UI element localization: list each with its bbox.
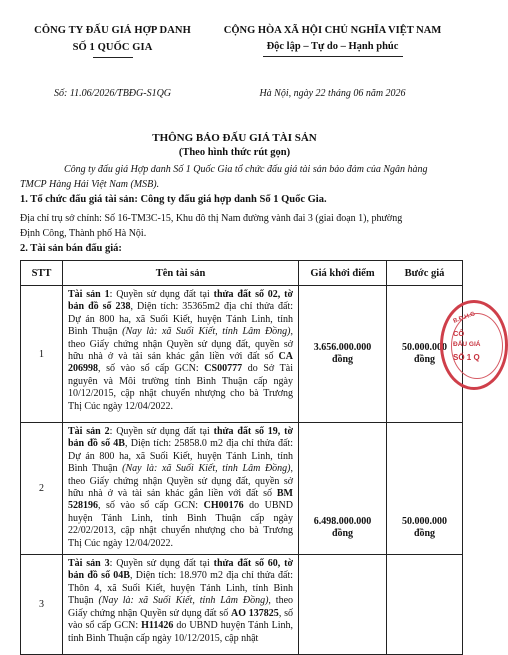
address-line-2: Định Công, Thành phố Hà Nội.	[20, 228, 147, 239]
new-address: (Nay là: xã Suối Kiết, tỉnh Lâm Đồng)	[98, 595, 269, 607]
seal-text-line2: CÔ	[453, 329, 465, 338]
row-stt: 3	[21, 555, 63, 655]
certificate-number: AO 137825	[231, 607, 279, 619]
company-seal	[440, 300, 508, 390]
table-row	[21, 286, 463, 423]
nation-title: CỘNG HÒA XÃ HỘI CHỦ NGHĨA VIỆT NAM	[223, 25, 442, 36]
parcel-number: thửa đất số 60, tờ bản đồ số 04B	[68, 558, 294, 582]
address-paragraph	[20, 211, 460, 241]
organization-name-line1: CÔNG TY ĐẤU GIÁ HỢP DANH	[34, 25, 191, 36]
asset-text: : Quyền sử dụng đất tại	[109, 289, 214, 300]
seal-text-line4: SỐ 1 Q	[453, 353, 480, 362]
national-header	[200, 22, 465, 57]
parcel-number: thửa đất số 19, tờ bản đồ số 4B	[68, 426, 294, 450]
intro-paragraph	[20, 162, 456, 192]
address-line-1: Địa chỉ trụ sở chính: Số 16-TM3C-15, Khu đô thị Nam đường vành đai 3 (giai đoạn 1), phường	[20, 213, 403, 224]
row-stt: 2	[21, 423, 63, 555]
document-title: THÔNG BÁO ĐẤU GIÁ TÀI SẢN	[152, 132, 317, 144]
new-address: (Nay là: xã Suối Kiết, tỉnh Lâm Đồng)	[122, 463, 291, 475]
intro-line-1: Công ty đấu giá Hợp danh Số 1 Quốc Gia tổ chức đấu giá tài sản bảo đảm của Ngân hàng	[64, 164, 428, 175]
table-row	[21, 555, 463, 655]
new-address: (Nay là: xã Suối Kiết, tỉnh Lâm Đồng)	[122, 326, 291, 338]
certificate-number: BM 528196	[68, 488, 293, 512]
start-price	[299, 423, 387, 555]
asset-description	[63, 423, 299, 555]
asset-text: , theo Giấy chứng nhận Quyền sử dụng đất số	[68, 595, 294, 619]
column-header-asset-name: Tên tài sản	[63, 261, 299, 286]
asset-text: : Quyền sử dụng đất tại	[109, 426, 214, 437]
asset-label: Tài sản 1	[68, 289, 110, 300]
book-number: CH00176	[203, 500, 244, 512]
start-price	[299, 286, 387, 423]
table-row	[21, 423, 463, 555]
section-2-heading: 2. Tài sản bán đấu giá:	[20, 243, 122, 254]
row-stt: 1	[21, 286, 63, 423]
header-divider-right	[263, 56, 403, 57]
organization-header	[20, 22, 205, 58]
price-step	[387, 423, 463, 555]
asset-text: , Diện tích: 35365m2 địa chỉ thửa đất: Dự án 800 ha, xã Suối Kiết, huyện Tánh Linh, tỉnh Bình Thuận	[68, 301, 294, 338]
asset-text: , Diện tích: 25858.0 m2 địa chỉ thửa đất: Dự án 800 ha, xã Suối Kiết, huyện Tánh Linh, tỉnh Bình Thuận	[68, 438, 293, 475]
asset-text: do UBND huyện Tánh Linh, tỉnh Bình Thuận cấp ngày 10/12/2015, cập nhật	[68, 620, 293, 644]
start-price	[299, 555, 387, 655]
organization-name-line2: SỐ 1 QUỐC GIA	[72, 42, 153, 53]
seal-text-top: B.Đ.H.G	[452, 311, 477, 325]
parcel-number: thửa đất số 02, tờ bản đồ số 238	[68, 289, 294, 313]
start-price-value: 6.498.000.000	[313, 516, 372, 528]
price-step-value: 50.000.000	[402, 342, 447, 353]
book-number: H11426	[141, 620, 174, 632]
asset-label: Tài sản 2	[68, 426, 110, 437]
asset-text: : Quyền sử dụng đất tại	[109, 558, 214, 570]
document-date: Hà Nội, ngày 22 tháng 06 năm 2026	[259, 88, 406, 99]
asset-text: , theo Giấy chứng nhận Quyền sử dụng đất, quyền sở hữu nhà ở và tài sản khác gắn liền với đất số	[68, 326, 293, 363]
asset-description	[63, 286, 299, 423]
asset-text: , Diện tích: 18.970 m2 địa chỉ thửa đất: Thôn 4, xã Suối Kiết, huyện Tánh Linh, tỉnh Bình Thuận	[68, 570, 293, 607]
column-header-start-price: Giá khởi điểm	[299, 261, 387, 286]
price-step-value: 50.000.000	[402, 516, 447, 528]
intro-line-2: TMCP Hàng Hải Việt Nam (MSB).	[20, 179, 160, 190]
document-subtitle: (Theo hình thức rút gọn)	[178, 147, 291, 158]
currency-unit: đồng	[413, 528, 436, 540]
asset-text: , theo Giấy chứng nhận Quyền sử dụng đất, quyền sở hữu nhà ở và tài sản khác gắn liền với đất số	[68, 463, 293, 500]
price-step	[387, 555, 463, 655]
book-number: CS00777	[204, 363, 243, 375]
currency-unit: đồng	[331, 354, 354, 365]
national-motto: Độc lập – Tự do – Hạnh phúc	[266, 41, 399, 52]
asset-text: , số vào sổ cấp GCN:	[68, 607, 293, 632]
asset-text: , số vào sổ cấp GCN:	[98, 500, 204, 512]
asset-label: Tài sản 3	[68, 558, 110, 570]
assets-table	[20, 260, 463, 655]
table-header-row	[21, 261, 463, 286]
seal-text-line3: ĐẤU GIÁ	[453, 341, 481, 348]
header-divider-left	[93, 57, 133, 58]
column-header-price-step: Bước giá	[387, 261, 463, 286]
asset-text: do UBND huyện Tánh Linh, tỉnh Bình Thuận cấp ngày 22/02/2013, cập nhật chuyển nhượng cho bà Trương Thị Cúc ngày 12/04/2022.	[68, 500, 293, 549]
start-price-value: 3.656.000.000	[313, 342, 372, 353]
asset-text: do Sở Tài nguyên và Môi trường tỉnh Bình Thuận cấp ngày 10/12/2015, cập nhật chuyển nhượng cho bà Trương Thị Cúc ngày 12/04/2022.	[68, 363, 293, 412]
currency-unit: đồng	[413, 354, 436, 365]
section-1-heading: 1. Tổ chức đấu giá tài sản: Công ty đấu giá hợp danh Số 1 Quốc Gia.	[20, 194, 327, 205]
currency-unit: đồng	[331, 528, 354, 540]
asset-description	[63, 555, 299, 655]
document-number: Số: 11.06/2026/TBĐG-S1QG	[53, 88, 172, 99]
asset-text: , số vào sổ cấp GCN:	[98, 363, 205, 375]
column-header-stt: STT	[21, 261, 63, 286]
certificate-number: CA 206998	[68, 351, 293, 375]
